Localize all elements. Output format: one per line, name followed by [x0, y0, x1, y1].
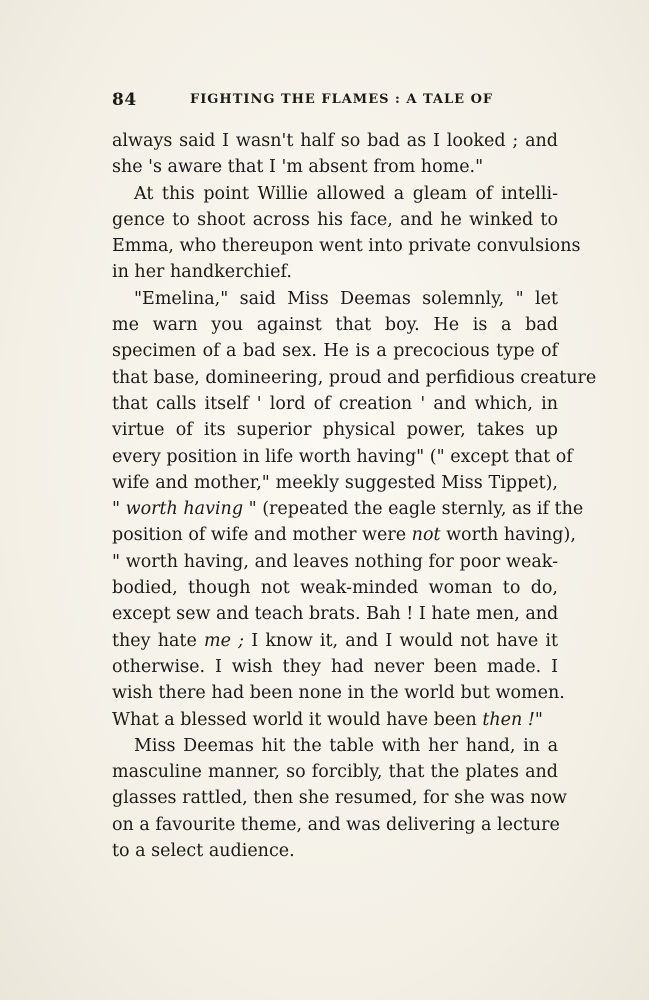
text-run: position of wife and mother were — [112, 525, 412, 546]
text-run: gence to shoot across his face, and he winked to — [112, 209, 558, 230]
text-run: except sew and teach brats. Bah ! I hate men, and — [112, 604, 559, 625]
text-run: specimen of a bad sex. He is a precocious type of — [112, 341, 558, 362]
text-run: me warn you against that boy. He is a bad — [112, 315, 558, 336]
text-run: Emma, who thereupon went into private convulsions — [112, 236, 581, 257]
text-line — [112, 707, 558, 733]
text-line — [112, 575, 558, 601]
text-run: they hate — [112, 630, 205, 651]
text-line — [112, 628, 558, 654]
text-run: to a select audience. — [112, 841, 295, 862]
text-run: masculine manner, so forcibly, that the plates and — [112, 762, 558, 783]
text-line — [112, 128, 558, 154]
text-run: that base, domineering, proud and perfidious creature — [112, 367, 597, 388]
text-line — [112, 259, 558, 285]
text-line — [112, 549, 558, 575]
text-line — [112, 312, 558, 338]
text-line — [112, 680, 565, 706]
text-line — [112, 365, 597, 391]
italic-text: me ; — [204, 630, 245, 651]
text-run: otherwise. I wish they had never been made. I — [112, 656, 558, 677]
text-line — [112, 233, 581, 259]
text-run: " — [112, 499, 126, 520]
text-run: wish there had been none in the world but women. — [112, 683, 565, 704]
body-text — [112, 128, 597, 864]
italic-text: not — [411, 525, 441, 546]
text-run: " — [534, 709, 543, 730]
text-line — [112, 444, 573, 470]
running-head: FIGHTING THE FLAMES : A TALE OF — [190, 92, 494, 107]
text-run: she 's aware that I 'm absent from home." — [112, 157, 484, 178]
text-line — [112, 654, 558, 680]
page-header — [112, 90, 562, 114]
italic-text: then ! — [482, 709, 535, 730]
text-line — [112, 286, 558, 312]
text-run: Miss Deemas hit the table with her hand, in a — [134, 735, 558, 756]
text-run: every position in life worth having" (" except that of — [112, 446, 573, 467]
text-run: I know it, and I would not have it — [244, 630, 558, 651]
text-line — [112, 785, 568, 811]
text-line — [112, 181, 558, 207]
page-number: 84 — [112, 90, 137, 110]
text-run: that calls itself ' lord of creation ' and which, in — [112, 393, 558, 414]
text-line — [112, 417, 558, 443]
text-run: glasses rattled, then she resumed, for she was now — [112, 788, 568, 809]
text-run: At this point Willie allowed a gleam of intelli- — [134, 183, 558, 204]
text-run: bodied, though not weak-minded woman to do, — [112, 578, 558, 599]
text-line — [112, 470, 558, 496]
text-line — [112, 522, 576, 548]
text-run: What a blessed world it would have been — [112, 709, 483, 730]
text-run: always said I wasn't half so bad as I looked ; and — [112, 131, 558, 151]
text-line — [112, 496, 584, 522]
text-line — [112, 207, 558, 233]
text-line — [112, 338, 558, 364]
text-run: on a favourite theme, and was delivering a lecture — [112, 814, 560, 835]
italic-text: worth having — [125, 499, 244, 520]
text-line — [112, 601, 558, 627]
text-run: " worth having, and leaves nothing for poor weak- — [112, 551, 558, 572]
text-line — [112, 838, 558, 864]
text-line — [112, 154, 558, 180]
text-line — [112, 812, 558, 838]
text-run: worth having), — [440, 525, 576, 546]
text-run: "Emelina," said Miss Deemas solemnly, " let — [134, 288, 558, 309]
text-run: wife and mother," meekly suggested Miss Tippet), — [112, 472, 558, 493]
text-run: " (repeated the eagle sternly, as if the — [243, 499, 584, 520]
text-run: in her handkerchief. — [112, 262, 292, 283]
text-line — [112, 759, 558, 785]
text-line — [112, 733, 558, 759]
text-run: virtue of its superior physical power, takes up — [112, 420, 558, 441]
text-line — [112, 391, 558, 417]
